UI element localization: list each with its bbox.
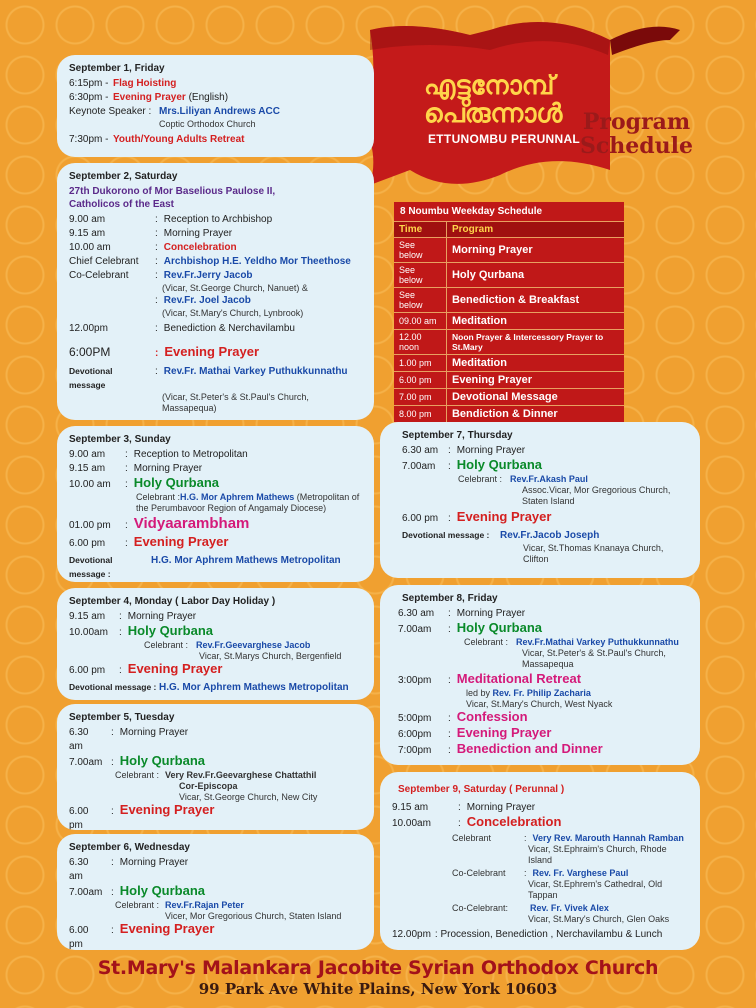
speaker: Rev. Fr. Philip Zacharia xyxy=(492,688,591,698)
card-date: September 7, Thursday xyxy=(402,430,513,441)
event: Flag Hoisting xyxy=(113,78,177,89)
celebrant-affiliation: Vicar, St.Mary's Church, Glen Oaks xyxy=(528,914,670,924)
event-note: (English) xyxy=(185,92,229,103)
label: Devotional message : xyxy=(69,682,157,692)
event: Concelebration xyxy=(466,814,562,829)
label: Devotional message : xyxy=(69,555,113,579)
label: Celebrant : xyxy=(464,637,509,647)
card-date: September 2, Saturday xyxy=(69,171,178,182)
event: Morning Prayer xyxy=(119,727,189,738)
table-row xyxy=(394,313,624,330)
event: Evening Prayer xyxy=(133,534,229,549)
time: 6.00 pm xyxy=(402,513,439,524)
label: Devotional message xyxy=(69,366,113,390)
card-sep2: September 2, Saturday 27th Dukorono of Mor Baselious Paulose II, Catholicos of the East 9.00 am : Reception to Archbishop 9.15 am : Morning Prayer 10.00 am : Concelebration Chief Celebrant : Archbishop H.E. Yeldho Mor Theethose Co-Celebrant : Rev.Fr.Jerry Jacob (Vicar, St.George Church, Nanuet) & : Rev.Fr. Joel Jacob (Vicar, St.Mary's Church, Lynbrook) 12.00pm : Benediction & Nerchavilambu 6:00PM : Evening Prayer Devotional message : Rev.Fr. Mathai Varkey Puthukkunnathu (Vicar, St.Peter's & St.Paul's Church, Massapequa) xyxy=(57,163,374,420)
time: 5:00pm xyxy=(398,713,432,724)
celebrant-affiliation: Vicar, St.Ephraim's Church, Rhode Island xyxy=(528,844,667,865)
church-name: St.Mary's Malankara Jacobite Syrian Orthodox Church xyxy=(97,957,659,979)
program-cell: Evening Prayer xyxy=(446,372,624,389)
time: 6:00PM xyxy=(69,345,111,359)
celebrant: Rev.Fr.Jerry Jacob xyxy=(163,270,253,281)
event: Holy Qurbana xyxy=(456,620,543,635)
event: Morning Prayer xyxy=(466,802,536,813)
program-cell: Noon Prayer & Intercessory Prayer to St.Mary xyxy=(446,330,624,355)
label: Co-Celebrant xyxy=(69,270,129,281)
event: Morning Prayer xyxy=(127,611,197,622)
celebrant: Rev.Fr.Geevarghese Jacob xyxy=(196,640,311,650)
time: 01.00 pm xyxy=(69,520,111,531)
time-cell: 09.00 am xyxy=(394,313,446,330)
card-date: September 5, Tuesday xyxy=(69,712,175,723)
event: Reception to Archbishop xyxy=(163,214,273,225)
celebrant: Archbishop H.E. Yeldho Mor Theethose xyxy=(163,256,351,267)
time: 6:00pm xyxy=(398,729,432,740)
event: Morning Prayer xyxy=(119,857,189,868)
speaker: H.G. Mor Aphrem Mathews Metropolitan xyxy=(151,555,341,566)
time: 7.00am xyxy=(398,624,432,635)
time: 10.00 am xyxy=(69,479,111,490)
table-row xyxy=(394,263,624,288)
event: Evening Prayer xyxy=(456,509,552,524)
event: Benediction and Dinner xyxy=(456,741,603,756)
event: Evening Prayer xyxy=(456,725,552,740)
speaker: Mrs.Liliyan Andrews ACC xyxy=(159,106,280,117)
card-date: September 8, Friday xyxy=(402,593,498,604)
time: 7:00pm xyxy=(398,745,432,756)
time: 7.00am xyxy=(69,887,103,898)
program-cell: Morning Prayer xyxy=(446,238,624,263)
speaker: Rev.Fr.Jacob Joseph xyxy=(500,530,600,541)
card-sep3: September 3, Sunday 9.00 am : Reception to Metropolitan 9.15 am : Morning Prayer 10.00 am : Holy Qurbana Celebrant :H.G. Mor Aphrem Mathews (Metropolitan of the Perumbavoor Region of Angamaly Diocese) 01.00 pm : Vidyaarambham 6.00 pm : Evening Prayer Devotional message : H.G. Mor Aphrem Mathews Metropolitan xyxy=(57,426,374,582)
time-cell: 12.00 noon xyxy=(394,330,446,355)
heading: Catholicos of the East xyxy=(69,199,175,210)
celebrant-affiliation: Vicar, St.George Church, New City xyxy=(179,792,318,802)
label: Co-Celebrant xyxy=(452,868,506,878)
time: 7.00am xyxy=(402,461,436,472)
time: 9.15 am xyxy=(69,611,106,622)
time: 6.00 pm xyxy=(69,538,106,549)
time-cell: 1.00 pm xyxy=(394,355,446,372)
event: Morning Prayer xyxy=(133,463,203,474)
time: 6:30pm - xyxy=(69,92,109,103)
event: Holy Qurbana xyxy=(119,883,206,898)
celebrant-affiliation: Assoc.Vicar, Mor Gregorious Church, xyxy=(522,485,671,495)
celebrant: H.G. Mor Aphrem Mathews xyxy=(180,492,295,502)
label: Co-Celebrant: xyxy=(452,903,509,913)
card-date: September 6, Wednesday xyxy=(69,842,190,853)
time: 9.15 am xyxy=(69,463,106,474)
card-sep6: September 6, Wednesday 6.30 am : Morning Prayer 7.00am : Holy Qurbana Celebrant : Rev.Fr.Rajan Peter Vicer, Mor Gregorious Church, Staten Island 6.00 pm : Evening Prayer xyxy=(57,834,374,950)
time: 12.00pm xyxy=(69,323,108,334)
event: Meditational Retreat xyxy=(456,671,582,686)
col-program-header: Program xyxy=(446,222,624,238)
speaker-affiliation: (Vicar, St.Peter's & St.Paul's Church, Massapequa) xyxy=(162,392,309,413)
time: 6.30 am xyxy=(69,727,89,752)
celebrant: Rev.Fr. Joel Jacob xyxy=(163,295,251,306)
note: led by xyxy=(466,688,493,698)
event: Evening Prayer xyxy=(119,802,215,817)
label: Celebrant : xyxy=(115,770,160,780)
table-row xyxy=(394,372,624,389)
event: : Procession, Benediction , Nerchavilambu & Lunch xyxy=(434,929,663,940)
program-cell: Holy Qurbana xyxy=(446,263,624,288)
program-schedule-title: Program Schedule xyxy=(580,109,694,159)
celebrant-affiliation: Vicar, St.Peter's & St.Paul's Church, Massapequa xyxy=(522,648,666,669)
celebrant: Rev.Fr.Mathai Varkey Puthukkunnathu xyxy=(516,637,679,647)
celebrant: Rev.Fr.Akash Paul xyxy=(510,474,588,484)
time: 7.00am xyxy=(69,757,103,768)
card-date: September 3, Sunday xyxy=(69,434,171,445)
speaker: H.G. Mor Aphrem Mathews Metropolitan xyxy=(159,682,349,693)
celebrant-affiliation: (Vicar, St.Mary's Church, Lynbrook) xyxy=(162,308,304,318)
event: Morning Prayer xyxy=(456,608,526,619)
table-row xyxy=(394,389,624,406)
speaker-affiliation: Coptic Orthodox Church xyxy=(159,119,256,129)
time: 7:30pm - xyxy=(69,134,109,145)
time: 10.00 am xyxy=(69,242,111,253)
label: Celebrant : xyxy=(144,640,189,650)
label: Celebrant : xyxy=(136,492,181,502)
card-sep1 xyxy=(57,55,374,157)
event: Confession xyxy=(456,709,528,724)
celebrant: Rev.Fr.Rajan Peter xyxy=(165,900,244,910)
event: Evening Prayer xyxy=(113,92,186,103)
event: Evening Prayer xyxy=(127,661,223,676)
event: Evening Prayer xyxy=(119,921,215,936)
heading: 27th Dukorono of Mor Baselious Paulose II, xyxy=(69,186,276,197)
time: 10.00am xyxy=(69,627,108,638)
event: Holy Qurbana xyxy=(119,753,206,768)
label: Devotional message : xyxy=(402,530,490,540)
table-row xyxy=(394,406,624,423)
banner-title-malayalam: എട്ടുനോമ്പ് പെരുന്നാൾ xyxy=(424,71,563,129)
time-cell: See below xyxy=(394,288,446,313)
program-cell: Bendiction & Dinner xyxy=(446,406,624,423)
card-sep8: September 8, Friday 6.30 am : Morning Prayer 7.00am : Holy Qurbana Celebrant : Rev.Fr.Mathai Varkey Puthukkunnathu Vicar, St.Peter's & St.Paul's Church, Massapequa 3:00pm : Meditational Retreat led by Rev. Fr. Philip Zacharia Vicar, St.Mary's Church, West Nyack 5:00pm : Confession 6:00pm : Evening Prayer 7:00pm : Benediction and Dinner xyxy=(380,585,700,765)
table-row xyxy=(394,288,624,313)
event: Vidyaarambham xyxy=(133,515,250,532)
table-row xyxy=(394,330,624,355)
time: 12.00pm xyxy=(392,929,431,940)
time-cell: 8.00 pm xyxy=(394,406,446,423)
time: 6.30 am xyxy=(398,608,435,619)
time: 3:00pm xyxy=(398,675,432,686)
event: Reception to Metropolitan xyxy=(133,449,248,460)
card-sep7: September 7, Thursday 6.30 am : Morning Prayer 7.00am : Holy Qurbana Celebrant : Rev.Fr.Akash Paul Assoc.Vicar, Mor Gregorious Church, Staten Island 6.00 pm : Evening Prayer Devotional message : Rev.Fr.Jacob Joseph Vicar, St.Thomas Knanaya Church, Clifton xyxy=(380,422,700,578)
event: Holy Qurbana xyxy=(133,475,220,490)
time: 9.00 am xyxy=(69,214,106,225)
label: Celebrant : xyxy=(458,474,503,484)
time: 6.00 pm xyxy=(69,665,106,676)
weekday-title: 8 Noumbu Weekday Schedule xyxy=(400,206,543,217)
card-date: September 4, Monday ( Labor Day Holiday ) xyxy=(69,596,276,607)
celebrant: Rev. Fr. Vivek Alex xyxy=(530,903,609,913)
speaker-affiliation: Vicar, St.Mary's Church, West Nyack xyxy=(466,699,613,709)
card-date: September 1, Friday xyxy=(69,63,165,74)
time: 10.00am xyxy=(392,818,431,829)
celebrant-affiliation: (Vicar, St.George Church, Nanuet) & xyxy=(162,283,308,293)
col-time-header: Time xyxy=(394,222,446,238)
event: Evening Prayer xyxy=(164,344,259,359)
table-row xyxy=(394,355,624,372)
event: Youth/Young Adults Retreat xyxy=(113,134,245,145)
banner-subtitle: ETTUNOMBU PERUNNAL xyxy=(428,132,581,146)
label: Chief Celebrant xyxy=(69,256,139,267)
event: Morning Prayer xyxy=(163,228,233,239)
time-cell: See below xyxy=(394,238,446,263)
event: Holy Qurbana xyxy=(127,623,214,638)
celebrant-affiliation: Vicar, St.Marys Church, Bergenfield xyxy=(199,651,342,661)
celebrant-affiliation: Staten Island xyxy=(522,496,575,506)
celebrant: Very Rev.Fr.Geevarghese Chattathil xyxy=(165,770,317,780)
label: Celebrant xyxy=(452,833,492,843)
celebrant-affiliation: Vicer, Mor Gregorious Church, Staten Island xyxy=(165,911,342,921)
event: Concelebration xyxy=(163,242,237,253)
event: Benediction & Nerchavilambu xyxy=(163,323,295,334)
event: Morning Prayer xyxy=(456,445,526,456)
time: 6.30 am xyxy=(402,445,439,456)
celebrant-affiliation: (Metropolitan of the Perumbavoor Region of Angamaly Diocese) xyxy=(136,492,360,513)
table-row xyxy=(394,238,624,263)
celebrant: Rev. Fr. Varghese Paul xyxy=(532,868,629,878)
event: Holy Qurbana xyxy=(456,457,543,472)
time-cell: See below xyxy=(394,263,446,288)
time: 6.00 pm xyxy=(69,925,89,950)
card-sep4: September 4, Monday ( Labor Day Holiday ) 9.15 am : Morning Prayer 10.00am : Holy Qurbana Celebrant : Rev.Fr.Geevarghese Jacob Vicar, St.Marys Church, Bergenfield 6.00 pm : Evening Prayer Devotional message : H.G. Mor Aphrem Mathews Metropolitan xyxy=(57,588,374,700)
weekday-schedule-table xyxy=(394,202,624,422)
time: 6.30 am xyxy=(69,857,89,882)
card-sep9: September 9, Saturday ( Perunnal ) 9.15 am : Morning Prayer 10.00am : Concelebration Celebrant : Very Rev. Marouth Hannah Ramban Vicar, St.Ephraim's Church, Rhode Island Co-Celebrant : Rev. Fr. Varghese Paul Vicar, St.Ephrem's Cathedral, Old Tappan Co-Celebrant: Rev. Fr. Vivek Alex Vicar, St.Mary's Church, Glen Oaks 12.00pm : Procession, Benediction , Nerchavilambu & Lunch xyxy=(380,772,700,950)
celebrant-title: Cor-Episcopa xyxy=(179,781,238,791)
speaker-affiliation: Vicar, St.Thomas Knanaya Church, Clifton xyxy=(523,543,664,564)
program-cell: Devotional Message xyxy=(446,389,624,406)
time: 6:15pm - xyxy=(69,78,109,89)
card-date: September 9, Saturday ( Perunnal ) xyxy=(398,784,565,795)
time-cell: 6.00 pm xyxy=(394,372,446,389)
time: 9.00 am xyxy=(69,449,106,460)
program-cell: Meditation xyxy=(446,355,624,372)
celebrant-affiliation: Vicar, St.Ephrem's Cathedral, Old Tappan xyxy=(528,879,663,900)
card-sep5: September 5, Tuesday 6.30 am : Morning Prayer 7.00am : Holy Qurbana Celebrant : Very Rev.Fr.Geevarghese Chattathil Cor-Episcopa Vicar, St.George Church, New City 6.00 pm : Evening Prayer xyxy=(57,704,374,830)
time: 6.00 pm xyxy=(69,806,89,830)
time: 9.15 am xyxy=(69,228,106,239)
celebrant: Very Rev. Marouth Hannah Ramban xyxy=(532,833,684,843)
program-cell: Benediction & Breakfast xyxy=(446,288,624,313)
label: Celebrant : xyxy=(115,900,160,910)
time-cell: 7.00 pm xyxy=(394,389,446,406)
time: 9.15 am xyxy=(392,802,429,813)
speaker: Rev.Fr. Mathai Varkey Puthukkunnathu xyxy=(163,366,348,377)
program-cell: Meditation xyxy=(446,313,624,330)
church-address: 99 Park Ave White Plains, New York 10603 xyxy=(198,980,558,998)
label: Keynote Speaker : xyxy=(69,106,152,117)
